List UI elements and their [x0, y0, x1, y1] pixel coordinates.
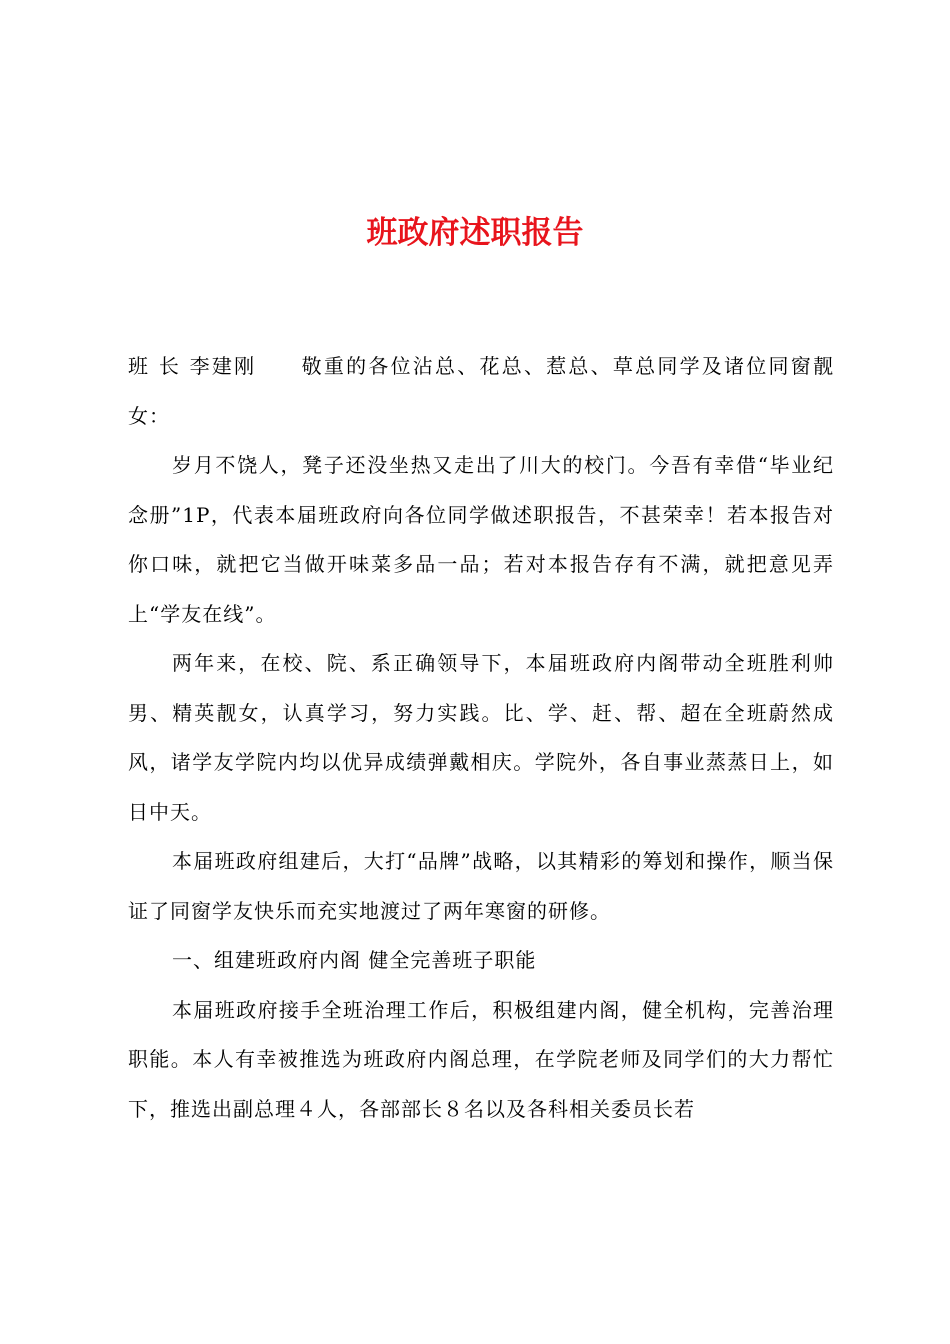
greeting-text: 敬重的各位沾总、花总、惹总、草总同学及诸位同窗靓女： [128, 354, 834, 428]
body-paragraph: 本届班政府接手全班治理工作后，积极组建内阁，健全机构，完善治理职能。本人有幸被推选为班政府内阁总理，在学院老师及同学们的大力帮忙下，推选出副总理４人，各部部长８名以及各科相关委员长若 [128, 997, 834, 1121]
body-paragraph: 两年来，在校、院、系正确领导下，本届班政府内阁带动全班胜利帅男、精英靓女，认真学习，努力实践。比、学、赶、帮、超在全班蔚然成风，诸学友学院内均以优异成绩弹戴相庆。学院外，各自事业蒸蒸日上，如日中天。 [128, 651, 834, 824]
document-title: 班政府述职报告 [366, 215, 584, 251]
section-heading: 一、组建班政府内阁 健全完善班子职能 [172, 948, 537, 972]
document-body [128, 342, 834, 1134]
greeting-paragraph [128, 342, 834, 441]
body-paragraph: 本届班政府组建后，大打“品牌”战略，以其精彩的筹划和操作，顺当保证了同窗学友快乐而充实地渡过了两年寒窗的研修。 [128, 849, 834, 923]
author-signature: 班 长 李建刚 [128, 354, 257, 378]
body-paragraph: 岁月不饶人，凳子还没坐热又走出了川大的校门。今吾有幸借“毕业纪念册”1P，代表本届班政府向各位同学做述职报告，不甚荣幸！若本报告对你口味，就把它当做开味菜多品一品；若对本报告存有不满，就把意见弄上“学友在线”。 [128, 453, 834, 626]
